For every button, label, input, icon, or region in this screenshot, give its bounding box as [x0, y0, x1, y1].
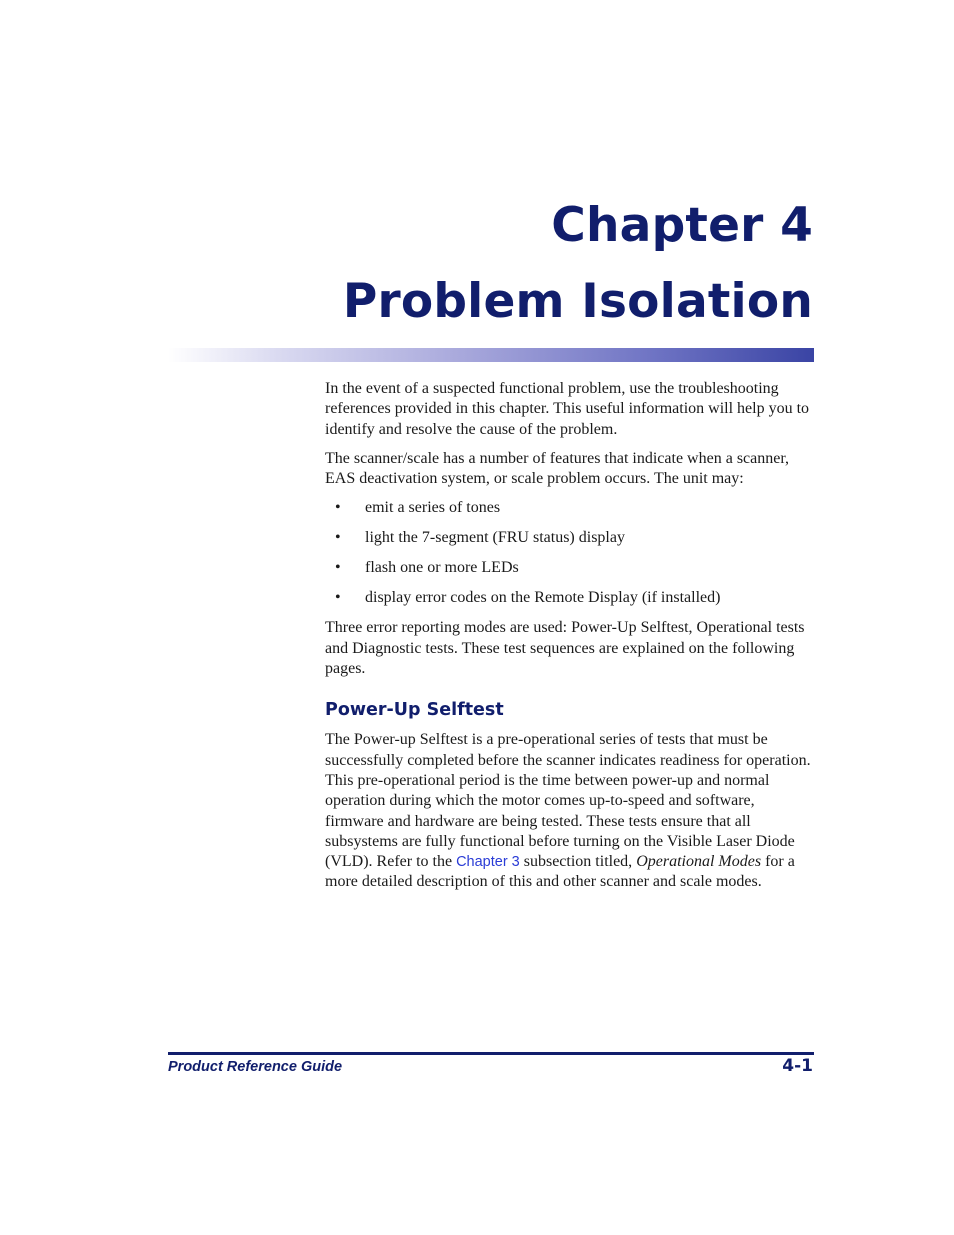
list-item	[325, 558, 815, 578]
list-item	[325, 588, 815, 608]
chapter-title: Problem Isolation	[342, 274, 813, 329]
bullet-icon: •	[335, 559, 341, 577]
bullet-icon: •	[335, 589, 341, 607]
chapter-number: Chapter 4	[551, 198, 813, 253]
chapter-3-link[interactable]: Chapter 3	[456, 854, 520, 871]
footer-guide-title: Product Reference Guide	[168, 1059, 343, 1075]
title-gradient-rule	[168, 348, 814, 362]
footer-rule	[168, 1052, 814, 1055]
intro-paragraph-1: In the event of a suspected functional problem, use the troubleshooting references provided in this chapter. This useful information will help you to identify and resolve the cause of the problem.	[325, 380, 810, 438]
selftest-paragraph	[325, 730, 815, 892]
selftest-text: The Power-up Selftest is a pre-operational series of tests that must be successfully completed before the scanner indicates readiness for operation. This pre-operational period is the time between power-up and normal operation during which the motor comes up-to-speed and software, firmware and hardware are being tested. These tests ensure that all subsystems are fully functional before turning on the Visible Laser Diode (VLD). Refer to the	[325, 731, 811, 871]
list-item	[325, 498, 815, 518]
bullet-icon: •	[335, 499, 341, 517]
page-number: 4-1	[782, 1056, 813, 1076]
body-column	[325, 379, 815, 902]
section-heading-power-up-selftest: Power-Up Selftest	[325, 700, 504, 721]
list-item-text: display error codes on the Remote Display (if installed)	[365, 589, 721, 607]
list-item-text: emit a series of tones	[365, 499, 501, 517]
intro-paragraph-3: Three error reporting modes are used: Power-Up Selftest, Operational tests and Diagnostic tests. These test sequences are explained on the following pages.	[325, 619, 805, 678]
operational-modes-reference: Operational Modes	[636, 853, 762, 871]
selftest-text-end: for a more detailed description of this and other scanner and scale modes.	[325, 853, 795, 891]
bullet-icon: •	[335, 529, 341, 547]
intro-paragraph-2: The scanner/scale has a number of features that indicate when a scanner, EAS deactivation system, or scale problem occurs. The unit may:	[325, 449, 790, 488]
list-item	[325, 528, 815, 548]
list-item-text: flash one or more LEDs	[365, 559, 519, 577]
list-item-text: light the 7-segment (FRU status) display	[365, 529, 625, 547]
indicator-list	[325, 498, 815, 608]
selftest-text-mid: subsection titled,	[519, 853, 637, 871]
